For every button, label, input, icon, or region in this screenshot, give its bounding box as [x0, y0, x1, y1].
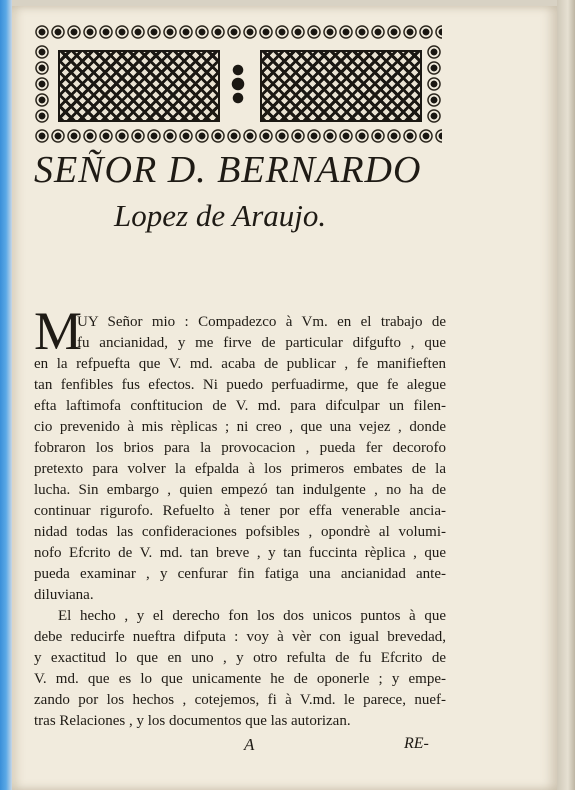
body-line: continuar rigurofo. Refuelto à tener por effa venerable ancia- [34, 503, 446, 519]
ornament-panel-left [58, 50, 220, 122]
body-line: V. md. que es lo que unicamente he de oponerle ; y empe- [34, 671, 446, 687]
heading-line-2: Lopez de Araujo. [114, 198, 327, 233]
ornament-border-left [34, 44, 50, 124]
page-edge-right [557, 0, 575, 790]
body-line: y exactitud lo que en uno , y otro refulta de fu Efcrito de [34, 650, 446, 666]
heading-line-1: SEÑOR D. BERNARDO [34, 149, 422, 191]
drop-cap: M [34, 301, 83, 361]
ornament-center-fleuron [224, 60, 252, 108]
body-line: tan fenfibles fus efectos. Ni puedo perfuadirme, que fe alegue [34, 377, 446, 393]
body-line: nidad todas las confideraciones pofsibles , opondrè al volumi- [34, 524, 446, 540]
body-line: pueda examinar , y cenfurar fin fatiga una ancianidad ante- [34, 566, 446, 582]
body-line: fobraron los brios para la provocacion , pueda fer decorofo [34, 440, 446, 456]
body-line: cio prevenido à mis rèplicas ; ni creo , que una vejez , donde [34, 419, 446, 435]
body-line: UY Señor mio : Compadezco à Vm. en el trabajo de [77, 314, 446, 330]
signature-mark: A [244, 735, 255, 754]
body-line: diluviana. [34, 587, 94, 603]
page-edge-left [0, 0, 12, 790]
ornament-border-bottom [34, 128, 442, 144]
body-line: lucha. Sin embargo , quien empezó tan indulgente , no ha de [34, 482, 446, 498]
ornament-panel-right [260, 50, 422, 122]
headpiece-ornament [34, 16, 442, 140]
body-line: tras Relaciones , y los documentos que las autorizan. [34, 713, 351, 729]
body-line: fu ancianidad, y me firve de particular difgufto , que [77, 335, 446, 351]
catchword: RE- [404, 735, 429, 752]
body-line: zando por los hechos , cotejemos, fi à V.md. le parece, nuef- [34, 692, 446, 708]
ornament-border-right [426, 44, 442, 124]
body-line: El hecho , y el derecho fon los dos unicos puntos à que [58, 608, 446, 624]
body-line: debe reducirfe nueftra difputa : voy à vèr con igual brevedad, [34, 629, 446, 645]
ornament-border-top [34, 24, 442, 40]
body-line: nofo Efcrito de V. md. tan breve , y tan fuccinta rèplica , que [34, 545, 446, 561]
body-line: efta laftimofa conftitucion de V. md. para difculpar un filen- [34, 398, 446, 414]
body-line: pretexto para volver la efpalda à los primeros embates de la [34, 461, 446, 477]
body-line: en la refpuefta que V. md. acaba de publicar , fe manifieften [34, 356, 446, 372]
